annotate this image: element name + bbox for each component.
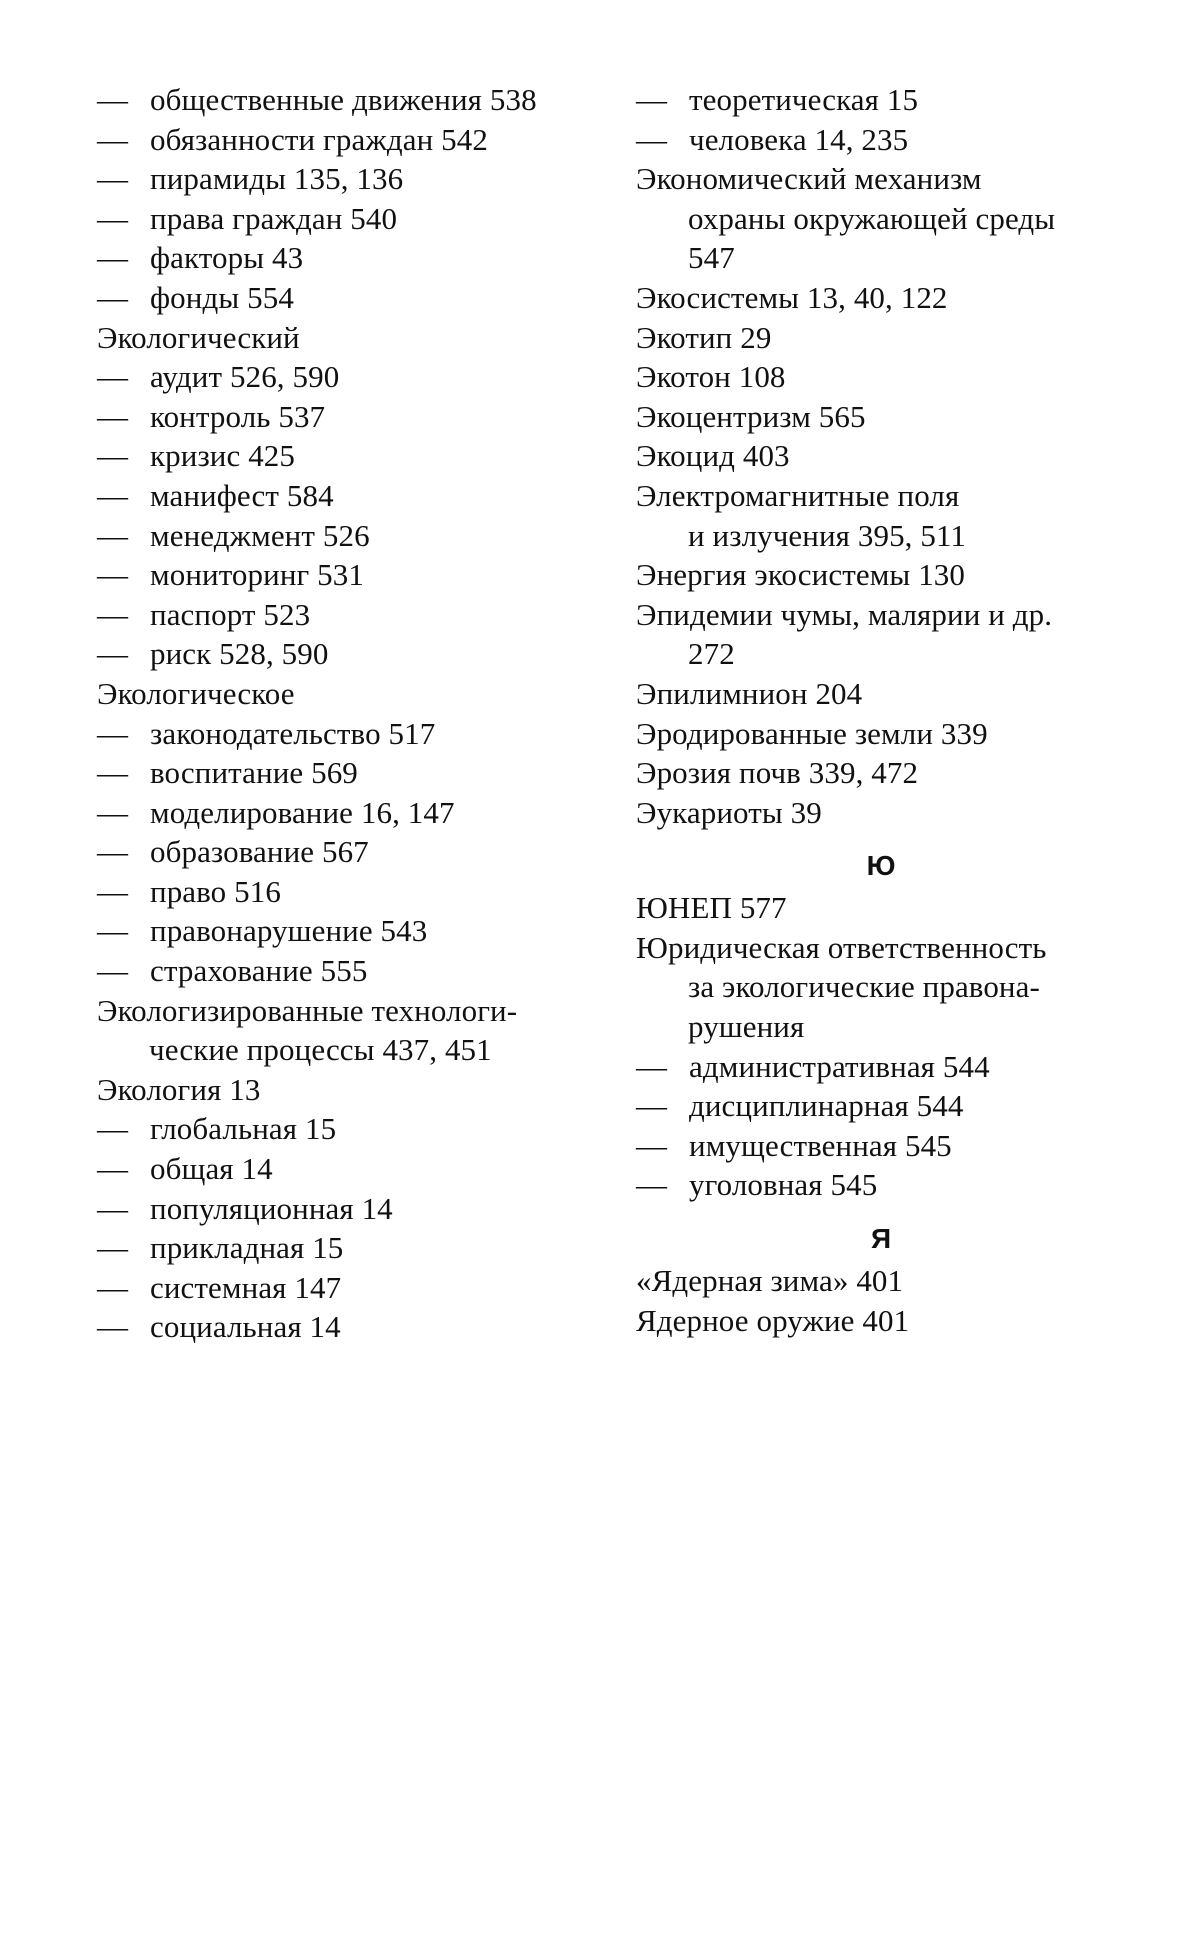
subentry-dash: — (97, 1190, 129, 1226)
index-entry: Ядерное оружие 401 (636, 1302, 910, 1338)
index-subentry (97, 476, 597, 516)
subentry-dash: — (97, 200, 129, 236)
subentry-text: аудит 526, 590 (150, 359, 340, 395)
index-entry: Электромагнитные поля (636, 477, 960, 513)
subentry-dash: — (97, 398, 129, 434)
index-entry-continuation: охраны окружающей среды (688, 200, 1056, 236)
subentry-dash: — (97, 1230, 129, 1266)
subentry-text: административная 544 (689, 1048, 990, 1084)
subentry-text: фонды 554 (150, 279, 294, 315)
index-entry: «Ядерная зима» 401 (636, 1263, 904, 1299)
subentry-text: мониторинг 531 (150, 557, 364, 593)
subentry-text: пирамиды 135, 136 (150, 161, 404, 197)
subentry-dash: — (97, 557, 129, 593)
index-subentry (97, 516, 597, 556)
index-entry: Эукариоты 39 (636, 794, 822, 830)
index-entry: Экологический (97, 319, 300, 355)
index-subentry (97, 357, 597, 397)
subentry-dash: — (97, 1111, 129, 1147)
subentry-dash: — (97, 438, 129, 474)
section-spacer (636, 1205, 1136, 1213)
subentry-dash: — (97, 1151, 129, 1187)
index-entry: Эпилимнион 204 (636, 675, 863, 711)
index-subentry (97, 159, 597, 199)
index-subentry (636, 1126, 1136, 1166)
subentry-text: имущественная 545 (689, 1127, 952, 1163)
subentry-text: риск 528, 590 (150, 636, 329, 672)
subentry-dash: — (97, 121, 129, 157)
subentry-text: паспорт 523 (150, 596, 311, 632)
subentry-text: менеджмент 526 (150, 517, 370, 553)
subentry-text: общественные движения 538 (150, 82, 537, 117)
subentry-dash: — (97, 794, 129, 830)
index-subentry (97, 1149, 597, 1189)
subentry-text: моделирование 16, 147 (150, 794, 455, 830)
index-entry: Юридическая ответственность (636, 929, 1047, 965)
index-entry: Экология 13 (97, 1071, 261, 1107)
index-entry-continuation: 272 (688, 636, 735, 672)
index-subentry (97, 714, 597, 754)
subentry-text: образование 567 (150, 834, 369, 870)
subentry-text: теоретическая 15 (689, 82, 919, 117)
subentry-dash: — (636, 1167, 668, 1203)
index-entry: Экономический механизм (636, 161, 982, 197)
subentry-dash: — (636, 1048, 668, 1084)
index-entry: Экологизированные технологи- (97, 992, 518, 1028)
subentry-dash: — (97, 517, 129, 553)
subentry-dash: — (97, 636, 129, 672)
index-subentry (636, 120, 1136, 160)
subentry-text: системная 147 (150, 1269, 342, 1305)
index-entry: Экоцид 403 (636, 438, 790, 474)
index-entry: Эрозия почв 339, 472 (636, 755, 919, 791)
subentry-dash: — (97, 477, 129, 513)
subentry-dash: — (97, 834, 129, 870)
subentry-dash: — (97, 1269, 129, 1305)
subentry-text: прикладная 15 (150, 1230, 344, 1266)
subentry-dash: — (97, 873, 129, 909)
subentry-text: правонарушение 543 (150, 913, 428, 949)
subentry-dash: — (97, 161, 129, 197)
index-subentry (636, 1086, 1136, 1126)
index-subentry (636, 1047, 1136, 1087)
index-entry: Эродированные земли 339 (636, 715, 988, 751)
index-subentry (97, 753, 597, 793)
subentry-text: право 516 (150, 873, 281, 909)
subentry-dash: — (97, 359, 129, 395)
index-subentry (97, 1307, 597, 1347)
index-subentry (97, 911, 597, 951)
subentry-text: человека 14, 235 (689, 121, 909, 157)
subentry-text: контроль 537 (150, 398, 326, 434)
subentry-dash: — (636, 121, 668, 157)
index-column-left (97, 80, 597, 1347)
index-subentry (97, 80, 597, 120)
index-subentry (97, 397, 597, 437)
index-entry: Экосистемы 13, 40, 122 (636, 279, 948, 315)
index-entry: ЮНЕП 577 (636, 890, 787, 926)
index-subentry (97, 793, 597, 833)
index-subentry (97, 120, 597, 160)
subentry-dash: — (636, 1088, 668, 1124)
subentry-text: факторы 43 (150, 240, 304, 276)
index-entry: Экоцентризм 565 (636, 398, 866, 434)
index-entry-continuation: за экологические правона- (688, 969, 1040, 1005)
subentry-dash: — (97, 279, 129, 315)
subentry-dash: — (97, 82, 129, 117)
subentry-text: кризис 425 (150, 438, 295, 474)
subentry-dash: — (97, 715, 129, 751)
subentry-dash: — (97, 240, 129, 276)
subentry-dash: — (636, 1127, 668, 1163)
index-entry: Экотон 108 (636, 359, 786, 395)
subentry-text: манифест 584 (150, 477, 334, 513)
index-subentry (97, 832, 597, 872)
index-subentry (636, 1165, 1136, 1205)
subentry-text: уголовная 545 (689, 1167, 878, 1203)
subentry-dash: — (97, 755, 129, 791)
index-subentry (97, 872, 597, 912)
index-subentry (97, 1189, 597, 1229)
index-entry: Экотип 29 (636, 319, 772, 355)
subentry-dash: — (97, 953, 129, 989)
index-subentry (97, 951, 597, 991)
subentry-text: обязанности граждан 542 (150, 121, 488, 157)
index-entry: Экологическое (97, 675, 295, 711)
subentry-text: законодательство 517 (150, 715, 436, 751)
index-subentry (97, 634, 597, 674)
section-letter-heading: Ю (866, 850, 896, 882)
subentry-text: социальная 14 (150, 1309, 341, 1345)
index-subentry (97, 1109, 597, 1149)
index-entry-continuation: и излучения 395, 511 (688, 517, 967, 553)
section-spacer (636, 832, 1136, 840)
subentry-text: дисциплинарная 544 (689, 1088, 964, 1124)
section-letter-heading: Я (870, 1223, 892, 1255)
subentry-text: глобальная 15 (150, 1111, 337, 1147)
index-subentry (97, 1268, 597, 1308)
index-subentry (97, 436, 597, 476)
index-column-right (636, 80, 1136, 1340)
index-subentry (97, 278, 597, 318)
index-entry-continuation: рушения (688, 1009, 805, 1045)
index-subentry (97, 595, 597, 635)
subentry-text: права граждан 540 (150, 200, 398, 236)
index-subentry (97, 238, 597, 278)
index-entry: Эпидемии чумы, малярии и др. (636, 596, 1053, 632)
index-subentry (97, 555, 597, 595)
subentry-text: общая 14 (150, 1151, 273, 1187)
subentry-text: популяционная 14 (150, 1190, 393, 1226)
subentry-text: страхование 555 (150, 953, 368, 989)
index-subentry (636, 80, 1136, 120)
index-entry: Энергия экосистемы 130 (636, 557, 966, 593)
index-entry-continuation: ческие процессы 437, 451 (149, 1032, 492, 1068)
index-entry-continuation: 547 (688, 240, 735, 276)
subentry-dash: — (636, 82, 668, 117)
subentry-dash: — (97, 913, 129, 949)
subentry-dash: — (97, 1309, 129, 1345)
index-subentry (97, 1228, 597, 1268)
index-subentry (97, 199, 597, 239)
subentry-text: воспитание 569 (150, 755, 358, 791)
subentry-dash: — (97, 596, 129, 632)
